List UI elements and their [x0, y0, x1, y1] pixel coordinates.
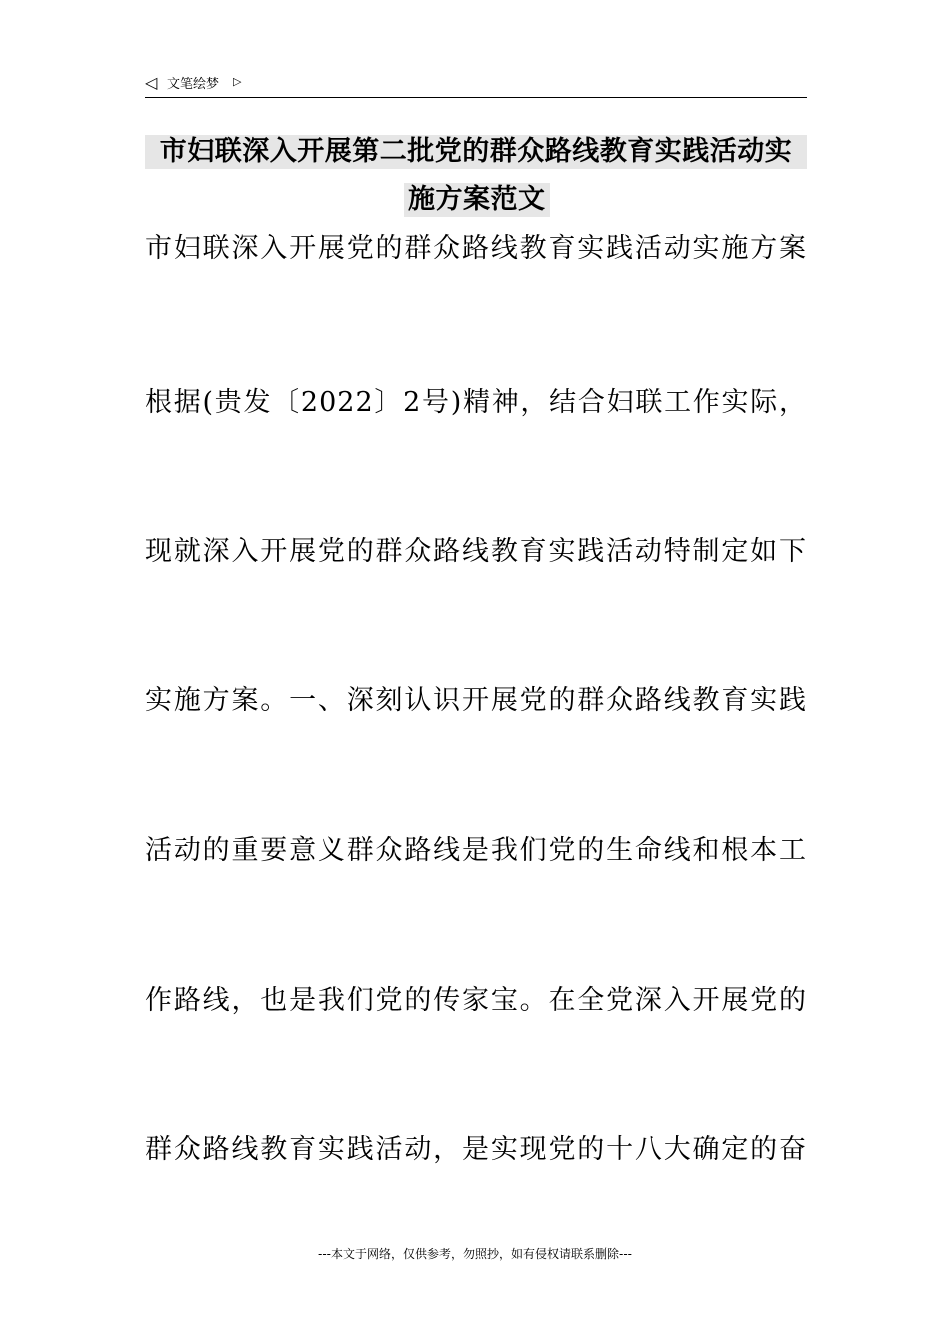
body-line-7: 群众路线教育实践活动，是实现党的十八大确定的奋 [145, 1134, 807, 1165]
body-line-6: 作路线，也是我们党的传家宝。在全党深入开展党的 [145, 985, 807, 1016]
body-line-5: 活动的重要意义群众路线是我们党的生命线和根本工 [145, 835, 807, 866]
right-triangle-icon: ▷ [233, 75, 242, 88]
body-line-1: 市妇联深入开展党的群众路线教育实践活动实施方案 [145, 233, 807, 264]
page-header [145, 72, 807, 98]
header-brand: 文笔绘梦 [167, 77, 220, 92]
document-title-line-2: 施方案范文 [404, 183, 550, 217]
body-line-3: 现就深入开展党的群众路线教育实践活动特制定如下 [145, 536, 807, 567]
body-line-2: 根据(贵发〔2022〕2号)精神，结合妇联工作实际， [145, 387, 807, 418]
page-footer-disclaimer: ---本文于网络，仅供参考，勿照抄，如有侵权请联系删除--- [318, 1247, 632, 1261]
document-title-line-1: 市妇联深入开展第二批党的群众路线教育实践活动实 [145, 135, 807, 169]
left-triangle-icon: ◁ [145, 73, 158, 92]
body-line-4: 实施方案。一、深刻认识开展党的群众路线教育实践 [145, 685, 807, 716]
